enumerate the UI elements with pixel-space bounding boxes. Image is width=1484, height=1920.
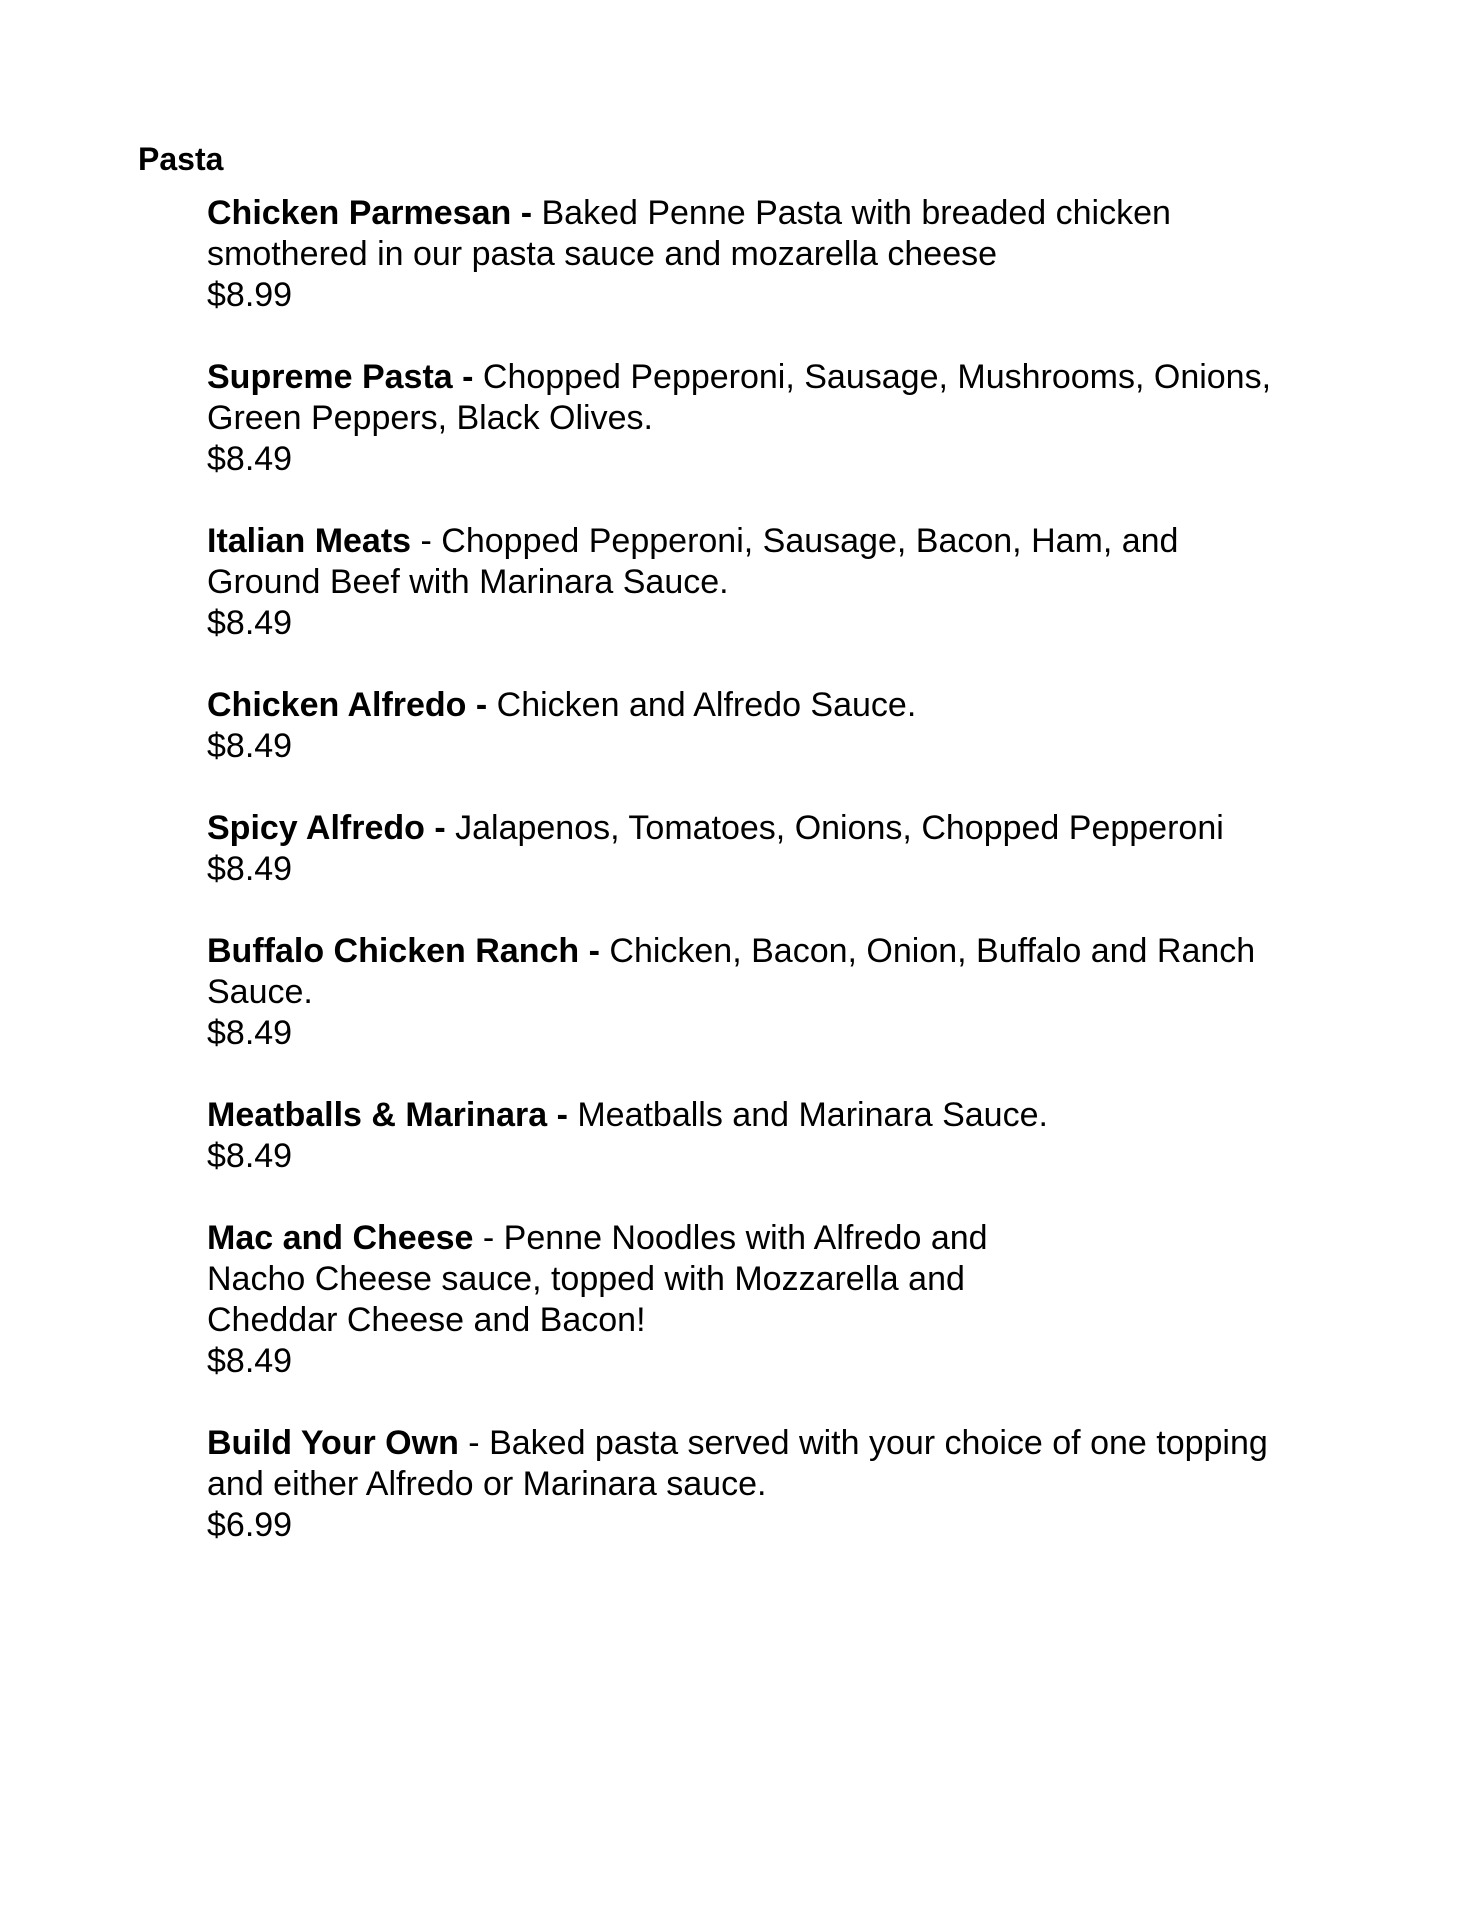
item-description: and either Alfredo or Marinara sauce.: [207, 1465, 767, 1503]
item-name: Buffalo Chicken Ranch -: [207, 932, 600, 970]
item-description-line: [207, 562, 1347, 603]
item-name: Build Your Own: [207, 1424, 459, 1462]
item-description: Baked Penne Pasta with breaded chicken: [532, 194, 1171, 232]
item-price: $8.49: [207, 440, 293, 478]
menu-item: [207, 1423, 1347, 1546]
item-description: - Baked pasta served with your choice of one topping: [458, 1424, 1268, 1462]
item-price: $8.49: [207, 727, 293, 765]
item-price: $8.49: [207, 1137, 293, 1175]
item-description-line: [207, 972, 1347, 1013]
item-description: Chicken and Alfredo Sauce.: [487, 686, 917, 724]
menu-item: [207, 1218, 1347, 1382]
menu-item: [207, 685, 1347, 767]
menu-item: [207, 808, 1347, 890]
item-description-line: [207, 193, 1347, 234]
item-description-line: [207, 1259, 1347, 1300]
item-description-line: [207, 1095, 1347, 1136]
item-price: $8.49: [207, 1342, 293, 1380]
item-price: $8.49: [207, 850, 293, 888]
item-description-line: [207, 931, 1347, 972]
item-price: $8.49: [207, 604, 293, 642]
item-price: $6.99: [207, 1506, 293, 1544]
item-description-line: [207, 685, 1347, 726]
item-description: Nacho Cheese sauce, topped with Mozzarella and: [207, 1260, 965, 1298]
item-description: - Penne Noodles with Alfredo and: [473, 1219, 988, 1257]
item-description: Meatballs and Marinara Sauce.: [567, 1096, 1048, 1134]
menu-item: [207, 521, 1347, 644]
item-name: Chicken Alfredo -: [207, 686, 488, 724]
menu-item: [207, 357, 1347, 480]
item-description: - Chopped Pepperoni, Sausage, Bacon, Ham, and: [411, 522, 1179, 560]
item-description-line: [207, 1218, 1347, 1259]
item-price: $8.49: [207, 1014, 293, 1052]
menu-item: [207, 193, 1347, 316]
item-name: Meatballs & Marinara -: [207, 1096, 568, 1134]
item-name: Supreme Pasta -: [207, 358, 474, 396]
item-description: Chopped Pepperoni, Sausage, Mushrooms, Onions,: [473, 358, 1272, 396]
item-description-line: [207, 357, 1347, 398]
item-description: Sauce.: [207, 973, 313, 1011]
item-price: $8.99: [207, 276, 293, 314]
item-description-line: [207, 1423, 1347, 1464]
menu-item: [207, 931, 1347, 1054]
item-description: Ground Beef with Marinara Sauce.: [207, 563, 729, 601]
section-title: Pasta: [138, 141, 224, 177]
item-description-line: [207, 808, 1347, 849]
item-description: Cheddar Cheese and Bacon!: [207, 1301, 646, 1339]
menu-list: [207, 193, 1347, 1587]
item-description: smothered in our pasta sauce and mozarella cheese: [207, 235, 998, 273]
item-name: Italian Meats: [207, 522, 412, 560]
item-description-line: [207, 1300, 1347, 1341]
item-name: Chicken Parmesan -: [207, 194, 533, 232]
item-description-line: [207, 234, 1347, 275]
menu-item: [207, 1095, 1347, 1177]
item-description-line: [207, 521, 1347, 562]
item-description-line: [207, 1464, 1347, 1505]
item-description-line: [207, 398, 1347, 439]
item-description: Jalapenos, Tomatoes, Onions, Chopped Pepperoni: [445, 809, 1224, 847]
item-name: Mac and Cheese: [207, 1219, 474, 1257]
item-description: Chicken, Bacon, Onion, Buffalo and Ranch: [599, 932, 1256, 970]
item-description: Green Peppers, Black Olives.: [207, 399, 653, 437]
item-name: Spicy Alfredo -: [207, 809, 446, 847]
